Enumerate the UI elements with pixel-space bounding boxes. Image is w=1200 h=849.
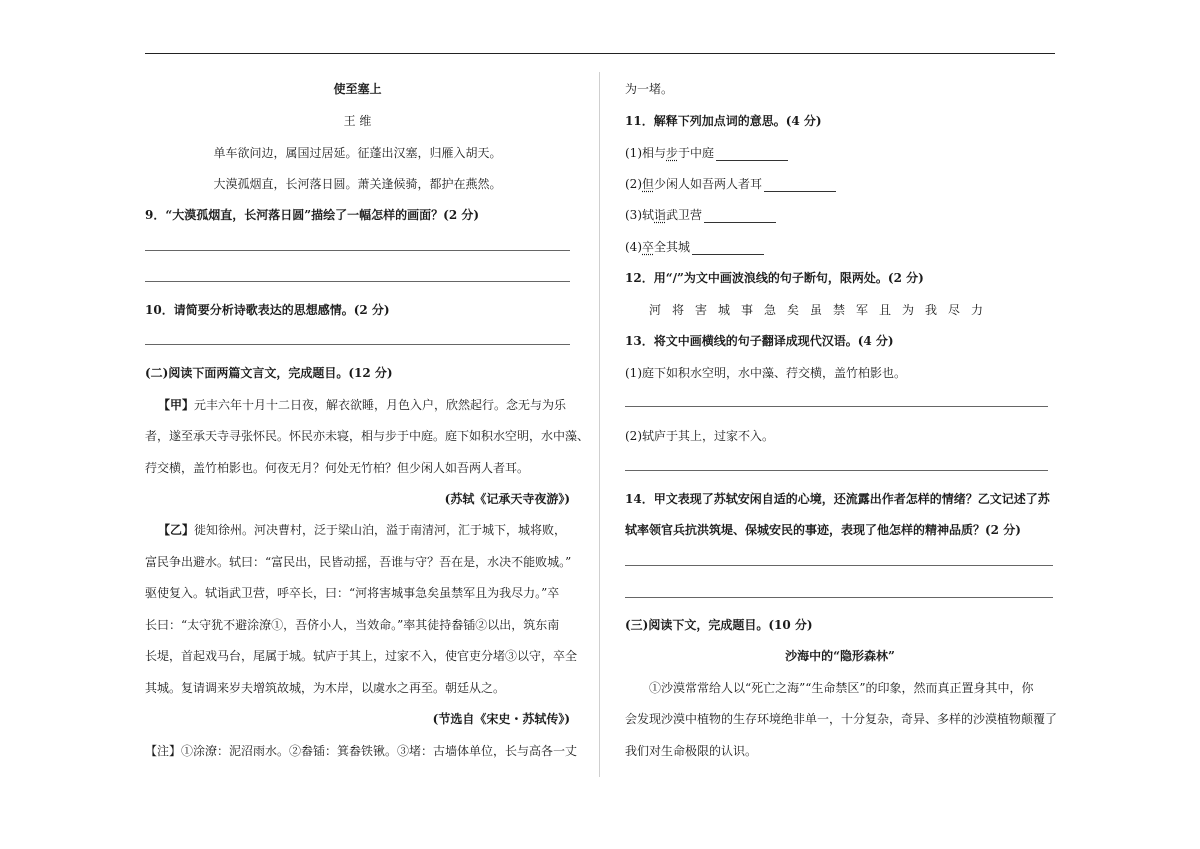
poem-title: 使至塞上 <box>333 82 382 96</box>
dotted-word: 步 <box>666 146 679 160</box>
jia-source: (苏轼《记承天寺夜游》) <box>444 492 570 506</box>
item-text: (2) <box>625 177 642 191</box>
top-rule <box>145 53 1055 54</box>
answer-blank[interactable] <box>692 242 764 255</box>
yi-source: (节选自《宋史・苏轼传》) <box>432 712 570 726</box>
question-13-item-1: (1)庭下如积水空明，水中藻、荇交横，盖竹柏影也。 <box>625 366 907 380</box>
question-11-item-2 <box>625 176 836 192</box>
question-11: 11．解释下列加点词的意思。(4 分) <box>625 114 822 128</box>
question-12: 12．用“/”为文中画波浪线的句子断句，限两处。(2 分) <box>625 271 924 285</box>
passage-jia-line-1 <box>158 397 566 413</box>
question-11-item-3 <box>625 207 776 223</box>
poem-line-2: 大漠孤烟直，长河落日圆。萧关逢候骑，都护在燕然。 <box>213 177 502 191</box>
item-text: 少闲人如吾两人者耳 <box>654 177 763 191</box>
question-11-item-1 <box>625 145 788 161</box>
passage-yi-line-4: 长曰：“太守犹不避涂潦①，吾侪小人，当效命。”率其徒持畚锸②以出，筑东南 <box>145 618 560 632</box>
answer-blank[interactable] <box>716 148 788 161</box>
question-11-item-4 <box>625 239 764 255</box>
question-9: 9．“大漠孤烟直，长河落日圆”描绘了一幅怎样的画面？(2 分) <box>145 208 480 222</box>
footnote-continued: 为一堵。 <box>625 82 674 96</box>
poem-author: 王 维 <box>343 114 372 128</box>
essay-line-2: 会发现沙漠中植物的生存环境绝非单一，十分复杂，奇异、多样的沙漠植物颠覆了 <box>625 712 1058 726</box>
yi-text: 徙知徐州。河决曹村，泛于梁山泊，溢于南清河，汇于城下，城将败， <box>194 523 567 537</box>
yi-tag: 【乙】 <box>158 523 195 537</box>
answer-blank[interactable] <box>704 210 776 223</box>
section-3-heading: (三)阅读下文，完成题目。(10 分) <box>625 618 813 632</box>
question-10: 10．请简要分析诗歌表达的思想感情。(2 分) <box>145 303 390 317</box>
answer-line[interactable] <box>145 344 570 345</box>
answer-blank[interactable] <box>764 179 836 192</box>
passage-yi-line-3: 驱使复入。轼诣武卫营，呼卒长，曰：“河将害城事急矣虽禁军且为我尽力。”卒 <box>145 586 560 600</box>
essay-line-3: 我们对生命极限的认识。 <box>625 744 758 758</box>
jia-tag: 【甲】 <box>158 398 195 412</box>
item-text: 武卫营 <box>666 208 703 222</box>
section-2-heading: (二)阅读下面两篇文言文，完成题目。(12 分) <box>145 366 393 380</box>
item-text: (4) <box>625 240 642 254</box>
column-divider <box>599 72 600 777</box>
item-text: 于中庭 <box>678 146 715 160</box>
passage-yi-line-2: 富民争出避水。轼曰：“富民出，民皆动摇，吾谁与守？吾在是，水决不能败城。” <box>145 555 572 569</box>
jia-text: 元丰六年十月十二日夜，解衣欲睡，月色入户，欣然起行。念无与为乐 <box>194 398 567 412</box>
question-14-line-1: 14．甲文表现了苏轼安闲自适的心境，还流露出作者怎样的情绪？乙文记述了苏 <box>625 492 1050 506</box>
answer-line[interactable] <box>625 406 1048 407</box>
footnote: 【注】①涂潦：泥沼雨水。②畚锸：箕畚铁锹。③堵：古墙体单位，长与高各一丈 <box>145 744 578 758</box>
question-14-line-2: 轼率领官兵抗洪筑堤、保城安民的事迹，表现了他怎样的精神品质？(2 分) <box>625 523 1021 537</box>
answer-line[interactable] <box>145 250 570 251</box>
question-13: 13．将文中画横线的句子翻译成现代汉语。(4 分) <box>625 334 894 348</box>
item-text: (1)相与 <box>625 146 666 160</box>
item-text: (3)轼 <box>625 208 654 222</box>
essay-line-1: ①沙漠常常给人以“死亡之海”“生命禁区”的印象，然而真正置身其中，你 <box>649 681 1034 695</box>
dotted-word: 但 <box>642 177 655 191</box>
passage-yi-line-5: 长堤，首起戏马台，尾属于城。轼庐于其上，过家不入，使官吏分堵③以守，卒全 <box>145 649 578 663</box>
poem-line-1: 单车欲问边，属国过居延。征蓬出汉塞，归雁入胡天。 <box>213 146 502 160</box>
item-text: 全其城 <box>654 240 691 254</box>
essay-title: 沙海中的“隐形森林” <box>785 649 895 663</box>
answer-line[interactable] <box>625 470 1048 471</box>
dotted-word: 诣 <box>654 208 667 222</box>
dotted-word: 卒 <box>642 240 655 254</box>
answer-line[interactable] <box>625 597 1053 598</box>
passage-yi-line-1 <box>158 522 566 538</box>
answer-line[interactable] <box>145 281 570 282</box>
passage-jia-line-2: 者，遂至承天寺寻张怀民。怀民亦未寝，相与步于中庭。庭下如积水空明，水中藻、 <box>145 429 590 443</box>
question-12-sentence: 河将害城事急矣虽禁军且为我尽力 <box>649 303 995 317</box>
answer-line[interactable] <box>625 565 1053 566</box>
question-13-item-2: (2)轼庐于其上，过家不入。 <box>625 429 774 443</box>
passage-yi-line-6: 其城。复请调来岁夫增筑故城，为木岸，以虞水之再至。朝廷从之。 <box>145 681 506 695</box>
passage-jia-line-3: 荇交横，盖竹柏影也。何夜无月？何处无竹柏？但少闲人如吾两人者耳。 <box>145 461 530 475</box>
